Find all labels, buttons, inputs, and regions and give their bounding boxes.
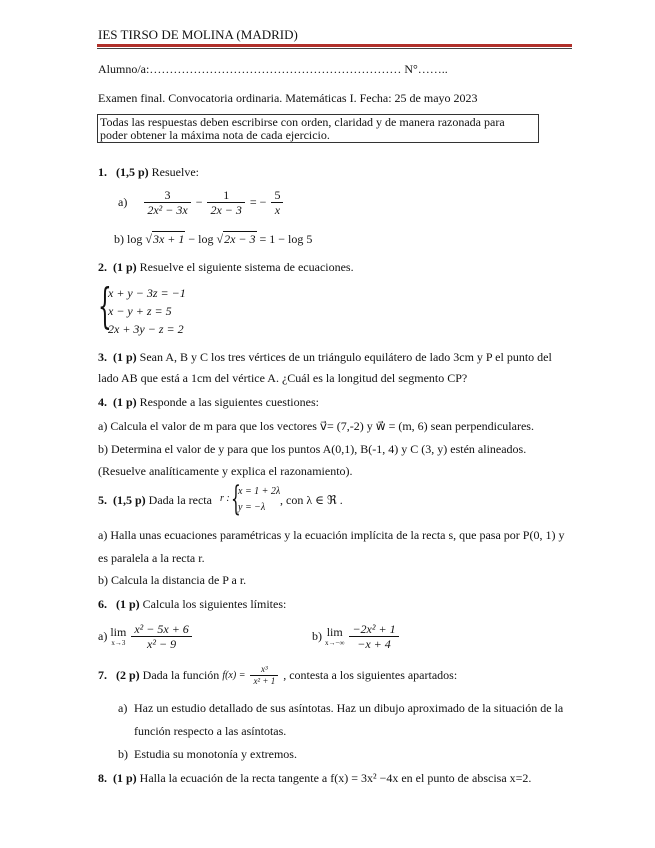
- q5-system-1: x = 1 + 2λ: [238, 486, 281, 497]
- q6-b-fraction: $\frac{\text{−2x² + 1}}{-x + 4}$: [349, 622, 398, 651]
- header-thin-rule: [97, 48, 572, 49]
- q2-equation-2: x − y + z = 5: [108, 304, 172, 318]
- q7-a-line-1: Haz un estudio detallado de sus asíntotas. Haz un dibujo aproximado de la situación de la: [134, 701, 564, 715]
- q1-b-label: b): [114, 232, 124, 246]
- question-7-heading: [98, 664, 457, 687]
- q6-limit-a: [98, 622, 194, 651]
- q8-points: (1 p): [113, 771, 137, 785]
- q6-a-lim: lim x→3: [110, 625, 127, 647]
- q7-function-fraction: $\frac{\text{x³}}{\text{x² + 1}}$: [250, 664, 278, 687]
- q3-points: (1 p): [113, 350, 137, 364]
- q5-number: 5.: [98, 493, 107, 507]
- q5-part-b: b) Calcula la distancia de P a r.: [98, 573, 247, 587]
- question-6-heading: [98, 597, 286, 612]
- header-red-rule: [97, 44, 572, 47]
- q1-a-minus: −: [195, 195, 203, 209]
- question-1-heading: [98, 165, 199, 180]
- q8-number: 8.: [98, 771, 107, 785]
- q4-points: (1 p): [113, 395, 137, 409]
- q2-number: 2.: [98, 260, 107, 274]
- question-4-heading: [98, 395, 319, 410]
- q2-text: Resuelve el siguiente sistema de ecuaciones.: [139, 260, 354, 274]
- q6-a-fraction: $\frac{\text{x² − 5x + 6}}{\text{x² − 9}}$: [131, 622, 191, 651]
- q5-r-label: r :: [220, 493, 230, 504]
- q1-a-fraction-1: $\frac{3}{\text{2x² − 3x}}$: [144, 188, 190, 217]
- q5-part-a-line-2: es paralela a la recta r.: [98, 551, 205, 565]
- question-8: [98, 771, 531, 786]
- q2-equation-3: 2x + 3y − z = 2: [108, 322, 184, 336]
- q6-a-label: a): [98, 629, 108, 643]
- q7-b-text: Estudia su monotonía y extremos.: [134, 747, 297, 761]
- q5-system-2: y = −λ: [238, 502, 266, 513]
- q4-text: Responde a las siguientes cuestiones:: [139, 395, 319, 409]
- note-line-1: Todas las respuestas deben escribirse con orden, claridad y de manera razonada para: [100, 115, 505, 129]
- q1-number: 1.: [98, 165, 107, 179]
- q7-number: 7.: [98, 668, 107, 682]
- q2-system-brace: {: [98, 278, 112, 334]
- q1-part-b: b) log √3x + 1 − log √2x − 3 = 1 − log 5: [114, 232, 313, 246]
- question-5-heading: [98, 493, 212, 508]
- question-2-heading: [98, 260, 354, 275]
- q6-number: 6.: [98, 597, 107, 611]
- q4-number: 4.: [98, 395, 107, 409]
- q7-b-label: b): [118, 747, 128, 761]
- q1-b-log1: log: [127, 232, 143, 246]
- q4-part-c: (Resuelve analíticamente y explica el razonamiento).: [98, 464, 353, 478]
- q5-brace: {: [231, 479, 241, 519]
- question-3-line-2: lado AB que está a 1cm del vértice A. ¿Cuál es la longitud del segmento CP?: [98, 371, 468, 385]
- q1-b-end: = 1 − log 5: [256, 232, 313, 246]
- q1-text: Resuelve:: [151, 165, 199, 179]
- q1-b-mid: − log: [185, 232, 214, 246]
- q4-part-b: b) Determina el valor de y para que los puntos A(0,1), B(-1, 4) y C (3, y) estén alineados.: [98, 442, 527, 456]
- q6-b-lim: lim x→−∞: [325, 625, 345, 647]
- q1-points: (1,5 p): [116, 165, 149, 179]
- q5-tail: , con λ ∈ ℜ .: [280, 493, 343, 507]
- q6-text: Calcula los siguientes límites:: [142, 597, 287, 611]
- exam-line: Examen final. Convocatoria ordinaria. Matemáticas I. Fecha: 25 de mayo 2023: [98, 91, 478, 105]
- q3-text-1: Sean A, B y C los tres vértices de un triángulo equilátero de lado 3cm y P el punto del: [139, 350, 552, 364]
- q4-part-a: a) Calcula el valor de m para que los vectores v⃗= (7,-2) y w⃗ = (m, 6) sean perpendiculares.: [98, 419, 534, 433]
- q7-points: (2 p): [116, 668, 140, 682]
- q6-b-label: b): [312, 629, 322, 643]
- q2-points: (1 p): [113, 260, 137, 274]
- q5-part-a-line-1: a) Halla unas ecuaciones paramétricas y la ecuación implícita de la recta s, que pasa por P(0, 1) y: [98, 528, 565, 542]
- q3-number: 3.: [98, 350, 107, 364]
- q1-a-fraction-2: $\frac{1}{2x - 3}$: [207, 188, 244, 217]
- q1-b-radicand-2: 2x − 3: [224, 232, 256, 246]
- q7-a-label: a): [118, 701, 128, 715]
- q1-a-label: a): [118, 195, 128, 209]
- q7-text-2: , contesta a los siguientes apartados:: [283, 668, 458, 682]
- q6-points: (1 p): [116, 597, 140, 611]
- q7-a-line-2: función respecto a las asíntotas.: [134, 724, 287, 738]
- student-line: Alumno/a:……………………………………………………… N°……..: [98, 62, 448, 76]
- q2-equation-1: x + y − 3z = −1: [108, 286, 186, 300]
- q6-limit-b: [312, 622, 401, 651]
- note-line-2: poder obtener la máxima nota de cada ejercicio.: [100, 128, 330, 142]
- instructions-box: [97, 114, 539, 143]
- q5-text: Dada la recta: [148, 493, 212, 507]
- q1-a-equals: = −: [249, 195, 267, 209]
- q1-b-radicand-1: 3x + 1: [152, 232, 185, 246]
- q7-text-1: Dada la función: [142, 668, 220, 682]
- q1-part-a: [118, 188, 285, 217]
- school-name: IES TIRSO DE MOLINA (MADRID): [98, 27, 298, 42]
- q8-text: Halla la ecuación de la recta tangente a f(x) = 3x² −4x en el punto de abscisa x=2.: [139, 771, 532, 785]
- q1-a-fraction-3: $\frac{5}{x}$: [271, 188, 283, 217]
- q7-function-label: f(x) =: [222, 670, 246, 681]
- q5-points: (1,5 p): [113, 493, 146, 507]
- question-3-line-1: [98, 350, 552, 365]
